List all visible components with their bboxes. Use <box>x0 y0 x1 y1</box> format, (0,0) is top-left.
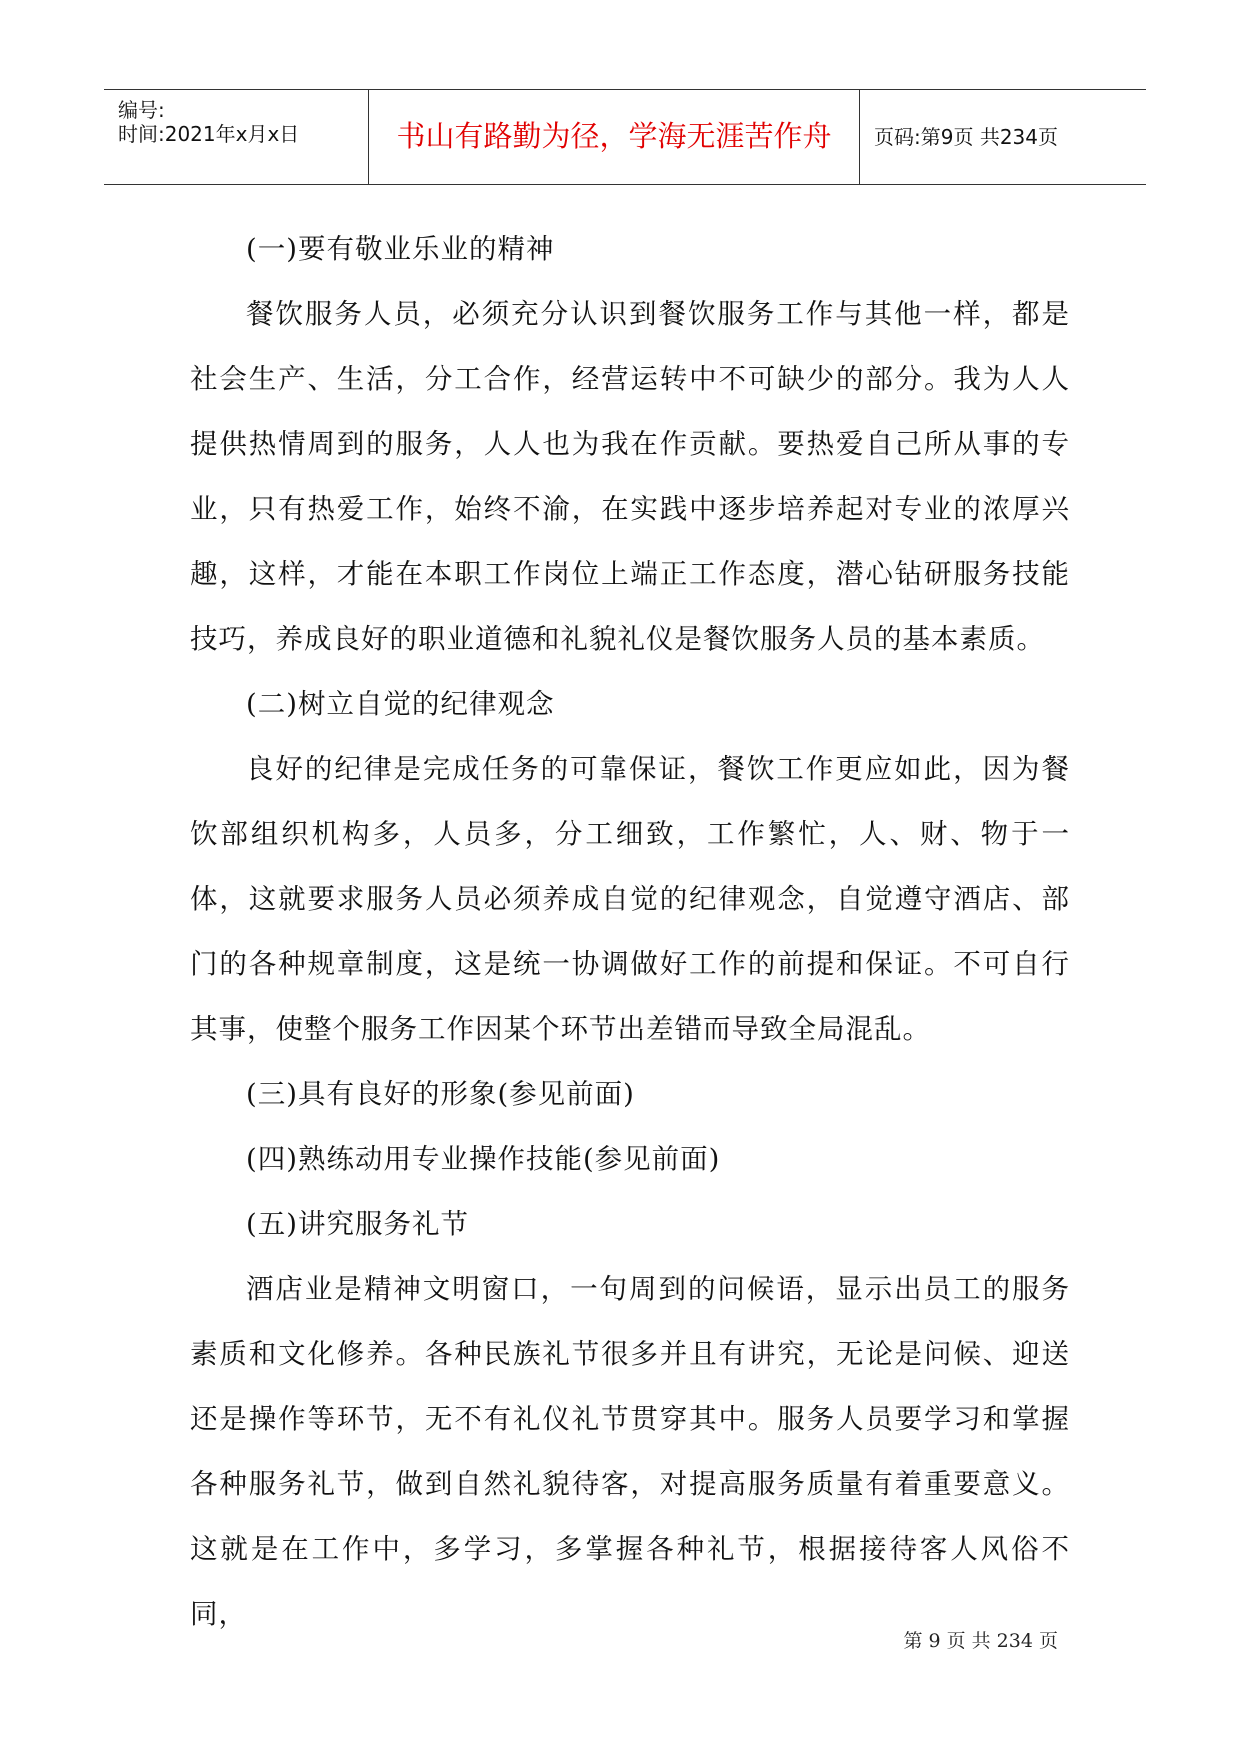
document-number-label: 编号: <box>118 98 165 122</box>
section-heading-4: (四)熟练动用专业操作技能(参见前面) <box>246 1143 721 1175</box>
section-paragraph-1: 餐饮服务人员，必须充分认识到餐饮服务工作与其他一样，都是社会生产、生活，分工合作，经营运转中不可缺少的部分。我为人人提供热情周到的服务，人人也为我在作贡献。要热爱自己所从事的专业，只有热爱工作，始终不渝，在实践中逐步培养起对专业的浓厚兴趣，这样，才能在本职工作岗位上端正工作态度，潜心钻研服务技能技巧，养成良好的职业道德和礼貌礼仪是餐饮服务人员的基本素质。 <box>190 298 1070 655</box>
section-heading-1: (一)要有敬业乐业的精神 <box>246 233 555 265</box>
header-meta-cell <box>104 90 368 184</box>
header-page-cell <box>860 90 1146 184</box>
document-body <box>190 217 1070 1647</box>
section-heading-2: (二)树立自觉的纪律观念 <box>246 688 555 720</box>
document-time-label: 时间:2021年x月x日 <box>118 122 300 146</box>
header-motto-cell <box>368 90 860 184</box>
section-paragraph-2: 良好的纪律是完成任务的可靠保证，餐饮工作更应如此，因为餐饮部组织机构多，人员多，分工细致，工作繁忙，人、财、物于一体，这就要求服务人员必须养成自觉的纪律观念，自觉遵守酒店、部门的各种规章制度，这是统一协调做好工作的前提和保证。不可自行其事，使整个服务工作因某个环节出差错而导致全局混乱。 <box>190 753 1070 1045</box>
document-header <box>104 89 1146 185</box>
header-motto: 书山有路勤为径，学海无涯苦作舟 <box>396 119 832 153</box>
section-paragraph-5: 酒店业是精神文明窗口，一句周到的问候语，显示出员工的服务素质和文化修养。各种民族礼节很多并且有讲究，无论是问候、迎送还是操作等环节，无不有礼仪礼节贯穿其中。服务人员要学习和掌握各种服务礼节，做到自然礼貌待客，对提高服务质量有着重要意义。这就是在工作中，多学习，多掌握各种礼节，根据接待客人风俗不同， <box>190 1273 1070 1630</box>
header-page-info: 页码:第9页 共234页 <box>874 125 1058 149</box>
page-footer: 第 9 页 共 234 页 <box>903 1630 1058 1652</box>
section-heading-3: (三)具有良好的形象(参见前面) <box>246 1078 635 1110</box>
section-heading-5: (五)讲究服务礼节 <box>246 1208 469 1240</box>
